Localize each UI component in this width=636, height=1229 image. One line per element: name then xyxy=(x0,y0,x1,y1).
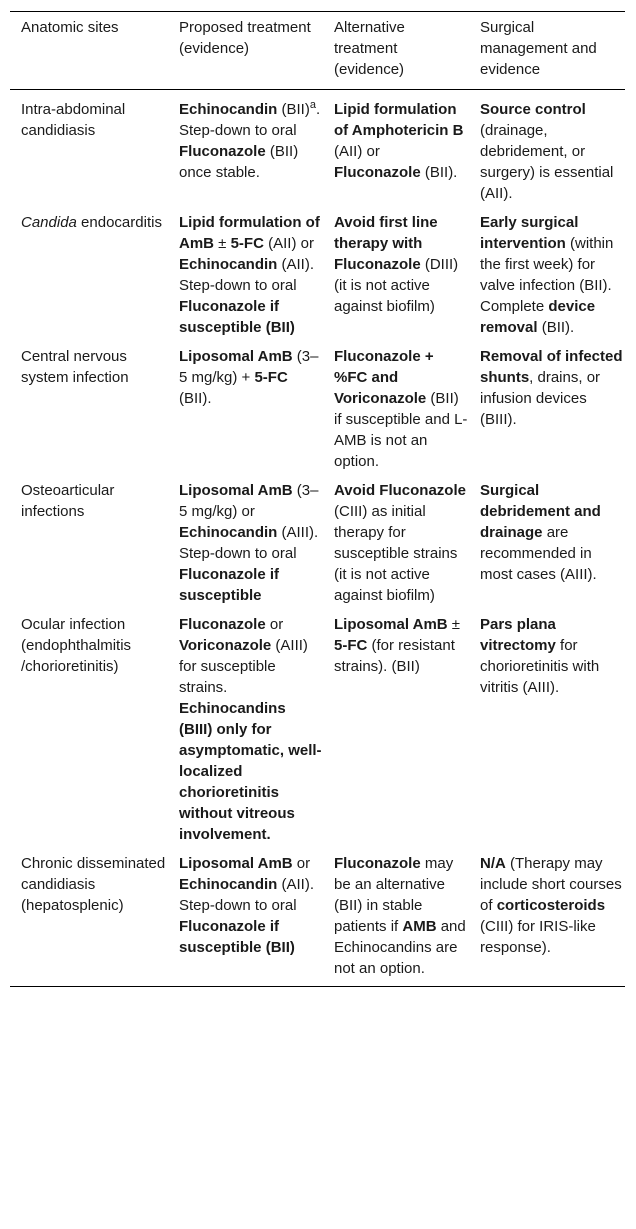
cell-text: Avoid first line therapy with Fluconazole xyxy=(334,214,438,273)
cell-text: (CIII) as initial therapy for susceptible strains (it is not active against biofilm) xyxy=(334,503,458,604)
proposed-treatment-cell xyxy=(168,849,323,987)
cell-text: Source control xyxy=(480,101,586,118)
cell-text: Avoid Fluconazole xyxy=(334,482,466,499)
proposed-treatment-cell xyxy=(168,208,323,342)
cell-text: Voriconazole xyxy=(179,637,272,654)
proposed-treatment-cell xyxy=(168,342,323,476)
proposed-treatment-cell xyxy=(168,610,323,849)
cell-text: AMB xyxy=(402,918,437,935)
cell-text: a xyxy=(309,99,316,111)
cell-text: Chronic disseminated candidiasis (hepatosplenic) xyxy=(21,855,166,914)
cell-text: (drainage, debridement, or surgery) is essential (AII). xyxy=(480,122,614,202)
alternative-treatment-cell xyxy=(323,476,469,610)
cell-text: Fluconazole + %FC and Voriconazole xyxy=(334,348,434,407)
cell-text: endocarditis xyxy=(76,214,162,231)
cell-text: Echinocandin xyxy=(179,876,278,893)
cell-text: Ocular infection (endophthalmitis /chorioretinitis) xyxy=(21,616,132,675)
cell-text: 5-FC xyxy=(334,637,368,654)
surgical-management-cell xyxy=(469,90,625,209)
cell-text: Liposomal AmB xyxy=(179,482,293,499)
header-anatomic-sites: Anatomic sites xyxy=(21,19,119,36)
cell-text: device removal xyxy=(480,298,596,336)
cell-text: or xyxy=(292,855,311,872)
cell-text: 5-FC xyxy=(254,369,288,386)
cell-text: Liposomal AmB xyxy=(334,616,448,633)
cell-text: for chorioretinitis with vitritis (AIII). xyxy=(480,637,600,696)
cell-text: Echinocandins (BIII) only for asymptomatic, well-localized chorioretinitis without vitreous involvement. xyxy=(179,700,322,843)
table-row xyxy=(10,610,625,849)
cell-text: 5-FC xyxy=(230,235,264,252)
cell-text: Pars plana vitrectomy xyxy=(480,616,556,654)
cell-text: Early surgical intervention xyxy=(480,214,579,252)
cell-text: corticosteroids xyxy=(496,897,606,914)
cell-text: (DIII) (it is not active against biofilm) xyxy=(334,256,459,315)
header-proposed-treatment: Proposed treatment (evidence) xyxy=(179,19,311,57)
cell-text: (BII). xyxy=(537,319,575,336)
cell-text: Osteoarticular infections xyxy=(21,482,115,520)
cell-text: Fluconazole xyxy=(334,164,421,181)
alternative-treatment-cell xyxy=(323,849,469,987)
cell-text: Liposomal AmB xyxy=(179,855,293,872)
cell-text: Fluconazole xyxy=(334,855,421,872)
header-surgical-management: Surgical management and evidence xyxy=(480,19,597,78)
cell-text: Lipid formulation of AmB xyxy=(179,214,320,252)
surgical-management-cell xyxy=(469,610,625,849)
cell-text: (AII). Step-down to oral xyxy=(179,256,315,294)
cell-text: Fluconazole if susceptible xyxy=(179,566,280,604)
cell-text: Surgical debridement and drainage xyxy=(480,482,601,541)
cell-text: , drains, or infusion devices (BIII). xyxy=(480,369,601,428)
anatomic-site-cell xyxy=(10,208,168,342)
table-header xyxy=(10,12,625,90)
anatomic-site-cell xyxy=(10,90,168,209)
table-row xyxy=(10,90,625,209)
cell-text: Fluconazole xyxy=(179,616,266,633)
anatomic-site-cell xyxy=(10,610,168,849)
cell-text: ± xyxy=(447,616,461,633)
cell-text: (AII) or xyxy=(263,235,314,252)
anatomic-site-cell xyxy=(10,849,168,987)
anatomic-site-cell xyxy=(10,476,168,610)
cell-text: (AII) or xyxy=(334,143,380,160)
header-alternative-treatment: Alternative treatment (evidence) xyxy=(334,19,405,78)
table-row xyxy=(10,476,625,610)
cell-text: (AIII) for susceptible strains. xyxy=(179,637,308,696)
alternative-treatment-cell xyxy=(323,208,469,342)
alternative-treatment-cell xyxy=(323,610,469,849)
surgical-management-cell xyxy=(469,849,625,987)
cell-text: Echinocandin xyxy=(179,101,278,118)
cell-text: (AII). Step-down to oral xyxy=(179,876,315,914)
surgical-management-cell xyxy=(469,476,625,610)
table-body xyxy=(10,90,625,987)
cell-text: (for resistant strains). (BII) xyxy=(334,637,455,675)
proposed-treatment-cell xyxy=(168,476,323,610)
cell-text: or xyxy=(265,616,284,633)
cell-text: (AIII). Step-down to oral xyxy=(179,524,319,562)
cell-text: N/A xyxy=(480,855,506,872)
surgical-management-cell xyxy=(469,342,625,476)
cell-text: Echinocandin xyxy=(179,524,278,541)
cell-text: Fluconazole if susceptible (BII) xyxy=(179,298,295,336)
table-row xyxy=(10,342,625,476)
anatomic-site-cell xyxy=(10,342,168,476)
cell-text: (CIII) for IRIS-like response). xyxy=(480,918,596,956)
cell-text: . Step-down to oral xyxy=(179,101,321,139)
table-row xyxy=(10,849,625,987)
alternative-treatment-cell xyxy=(323,342,469,476)
treatment-table xyxy=(10,11,625,987)
cell-text: Intra-abdominal candidiasis xyxy=(21,101,126,139)
cell-text: (BII) if susceptible and L-AMB is not an option. xyxy=(334,390,468,470)
alternative-treatment-cell xyxy=(323,90,469,209)
cell-text: Echinocandin xyxy=(179,256,278,273)
cell-text: Lipid formulation of Amphotericin B xyxy=(334,101,464,139)
header-row xyxy=(10,12,625,90)
cell-text: (within the first week) for valve infection (BII). Complete xyxy=(480,235,614,315)
cell-text: (3–5 mg/kg) + xyxy=(179,348,319,386)
cell-text: Central nervous system infection xyxy=(21,348,129,386)
cell-text: (3–5 mg/kg) or xyxy=(179,482,319,520)
cell-text: are recommended in most cases (AIII). xyxy=(480,524,597,583)
cell-text: Liposomal AmB xyxy=(179,348,293,365)
cell-text: (BII). xyxy=(179,390,212,407)
cell-text: Candida xyxy=(21,214,77,231)
cell-text: may be an alternative (BII) in stable patients if xyxy=(334,855,454,935)
cell-text: (Therapy may include short courses of xyxy=(480,855,622,914)
cell-text: (BII). xyxy=(420,164,458,181)
proposed-treatment-cell xyxy=(168,90,323,209)
cell-text: (BII) once stable. xyxy=(179,143,299,181)
table-row xyxy=(10,208,625,342)
cell-text: and Echinocandins are not an option. xyxy=(334,918,466,977)
cell-text: Fluconazole if susceptible (BII) xyxy=(179,918,295,956)
cell-text: ± xyxy=(214,235,231,252)
cell-text: Fluconazole xyxy=(179,143,266,160)
cell-text: (BII) xyxy=(277,101,310,118)
surgical-management-cell xyxy=(469,208,625,342)
cell-text: Removal of infected shunts xyxy=(480,348,623,386)
